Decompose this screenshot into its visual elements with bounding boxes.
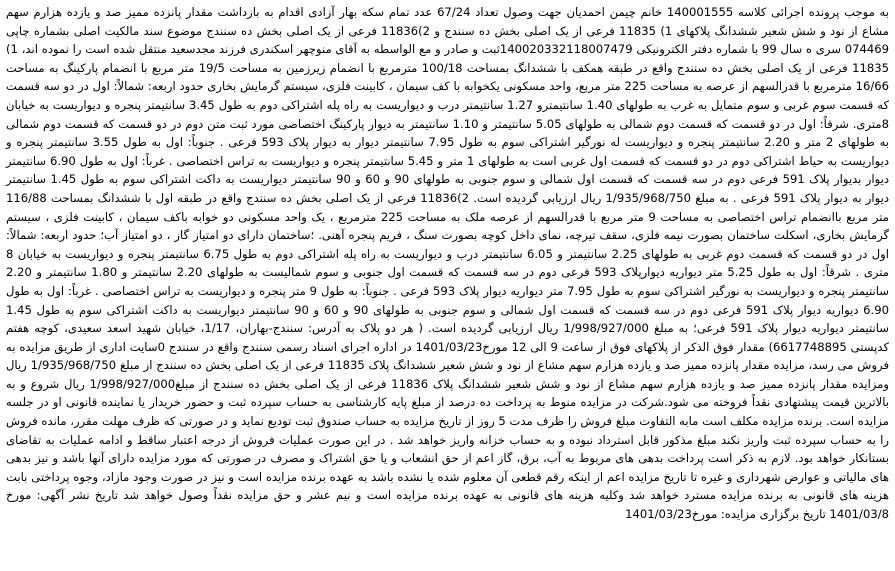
auction-notice-text: به موجب پرونده اجرائی کلاسه 140001555 خانم چیمن احمدیان جهت وصول تعداد 67/24 عدد تمام سکه بهار آزادی اقدام به بازداشت مقدار پانزده ممیز صد و یازده هزارم سهم مشاع از نود و شش شعیر ششدانگ پلاکهای 1) 11835 فرعی از یک اصلی بخش ده سنندج و 2)11836 فرعی از یک اصلی بخش ده سنندج موضوع سند مالکیت اصلی بشماره چاپی 074469 سری ه سال 99 با شماره دفتر الکترونیکی 140020332118007479ثبت و صادر و مع الواسطه به آقای منوچهر اسکندری فرزند مجدسعید منتقل شده است را نموده اند، 1) 11835 فرعی از یک اصلی بخش ده سنندج واقع در طبقه همکف با ششدانگ بمساحت 100/18 مترمربع با انضمام زیرزمین به مساحت 19/5 متر مربع با انضمام پارکینگ به مساحت 16/66 مترمربع با قدرالسهم از عرصه به مساحت 225 متر مربع، واحد مسکونی یکخوابه با کف سیمان ، کابینت فلزی، سیستم گرمایش بخاری حدود اربعه: شمالاً: اول در دو سه قسمت که قسمت سوم غربی و سوم متمایل به غرب به طولهای 1.40 سانتیمترو 1.27 سانتیمتر درب و دیواریست به راه پله اشتراکی دوم به طول 3.45 سانتیمتر پنجره و دیواریست به خیابان 8متری. شرقاً: اول در دو قسمت که قسمت دوم شمالی به طولهای 5.05 سانتیمتر و 1.10 سانتیمتر به دیوار پارکینگ اختصاصی مورد ثبت متن دوم در دو قسمت که قسمت دوم شمالی به طولهای 2 متر و 2.20 سانتیمتر پنجره و دیواریست له نورگیر اشتراکی سوم به طول 7.95 سانتیمتر دیوار به دیوار پلاک 593 فرعی . جنوباً: اول به طول 3.55 سانتیمتر پنجره و دیواریست به حیاط اشتراکی دوم در دو قسمت که قسمت اول غربی است به طولهای 1 متر و 5.45 سانتیمتر پنجره و دیواریست به تراس اختصاصی . غرباً: اول به طول 6.90 سانتیمتر دیوار بدیوار پلاک 591 فرعی دوم در سه قسمت که قسمت اول شمالی و سوم جنوبی به طولهای 90 و 60 و 90 سانتیمتر دیواریست به داکت اشتراکی سوم به طول 1.45 سانتیمتر دیوار به دیوار پلاک 591 فرعی . به مبلغ 1/935/968/750 ریال ارزیابی گردیده است. 2)11836 فرعی از یک اصلی بخش ده سنندج واقع در طبقه اول با ششدانگ بمساحت 116/88 متر مربع باانضمام تراس اختصاصی به مساحت 9 متر مربع با قدرالسهم از عرصه ملک به مساحت 225 مترمربع ، یک واحد مسکونی دو خوابه باکف سیمان ، کابینت فلزی ، سیستم گرمایش بخاری، اسکلت ساختمان بصورت نیمه فلزی، سقف تیرچه، نمای داخل کوچه بصورت سنگ ، فریم پنجره آهنی. ؛ساختمان دارای دو امتیاز گاز ، دو امتیاز آب؛ حدود اربعه: شمالاً: اول در دو قسمت که قسمت دوم غربی به طولهای 2.25 سانتیمتر و 6.05 سانتیمتر درب و دیواریست به راه پله اشتراکی دوم به طول 6.75 سانتیمتر پنجره و دیواریست به خیابان 8 متری . شرقاً: اول به طول 5.25 متر دیواریه دیوارپلاک 593 فرعی دوم در سه قسمت که قسمت اول جنوبی و سوم شمالیست به طولهای 2.20 سانتیمتر و 1.80 سانتیمتر و 2.20 سانتیمتر پنجره و دیواریست به نورگیر اشتراکی سوم به طول 7.95 متر دیواریه دیوار پلاک 593 فرعی . جنوباً: به طول 9 متر پنجره و دیواریست به تراس اختصاصی . غرباً: اول به طول 6.90 دیواریه دیوار پلاک 591 فرعی دوم در سه قسمت که قسمت اول شمالی و سوم جنوبی به طولهای 90 و 60 و 90 سانتیمتر دیواریست به داکت اشتراکی سوم به طول 1.45 سانتیمتر دیواریه دیوار پلاک 591 فرعی؛ به مبلغ 1/998/927/000 ریال ارزیابی گردیده است. ( هر دو پلاک به آدرس: سنندج-بهاران، 1/17، خیابان شهید اسعد سعیدی، کوچه هفتم کدپستی 6617748895) مقدار فوق الذکر از پلاکهای فوق از ساعت 9 الی 12 مورخ1401/03/23 در اداره اجرای اسناد رسمی سنندج واقع در سنندج 0سایت اداری از طریق مزایده به فروش می رسد، مزایده مقدار پانزده ممیز صد و یازده هزارم سهم مشاع از نود و شش شعیر ششدانگ پلاک 11835 فرعی از یک اصلی بخش ده سنندج از مبلغ 1/935/968/750 ریال ومزایده مقدار پانزده ممیز صد و یازده هزارم سهم مشاع از نود و شش شعیر ششدانگ پلاک 11836 فرعی از یک اصلی بخش ده سنندج از مبلغ1/998/927/000 ریال شروع و به بالاترین قیمت پیشنهادی نقداً فروخته می شود.شرکت در مزایده منوط به پرداخت ده درصد از مبلغ پایه کارشناسی به حساب سپرده ثبت و حضور خریدار یا نماینده قانونی او در جلسه مزایده است. برنده مزایده مکلف است مابه التفاوت مبلغ فروش را ظرف مدت 5 روز از تاریخ مزایده به حساب صندوق ثبت تودیع نماید و در صورتی که ظرف مهلت مقرر، مانده فروش را به حساب سپرده ثبت واریز نکند مبلغ مذکور قابل استرداد نبوده و به حساب خزانه واریز خواهد شد . در این صورت عملیات فروش از درجه اعتبار ساقط و ادامه عملیات به تقاضای بستانکار خواهد بود. لازم به ذکر است پرداخت بدهی های مربوط به آب، برق، گاز اعم از حق انشعاب و یا حق اشتراک و مصرف در صورتی که مورد مزایده دارای آنها باشد و نیز بدهی های مالیاتی و عوارض شهرداری و غیره تا تاریخ مزایده اعم از اینکه رقم قطعی آن معلوم شده یا نشده باشد به عهده برنده مزایده است و نیز در صورت وجود مازاد، وجوه پرداختی بابت هزینه های قانونی به برنده مزایده مسترد خواهد شد وکلیه هزینه های قانونی به عهده برنده مزایده است و نیم عشر و حق مزایده نقداً وصول خواهد شد تاریخ نشر آگهی: مورخ 1401/03/8 تاریخ برگزاری مزایده: مورخ1401/03/23 — [6, 5, 890, 522]
